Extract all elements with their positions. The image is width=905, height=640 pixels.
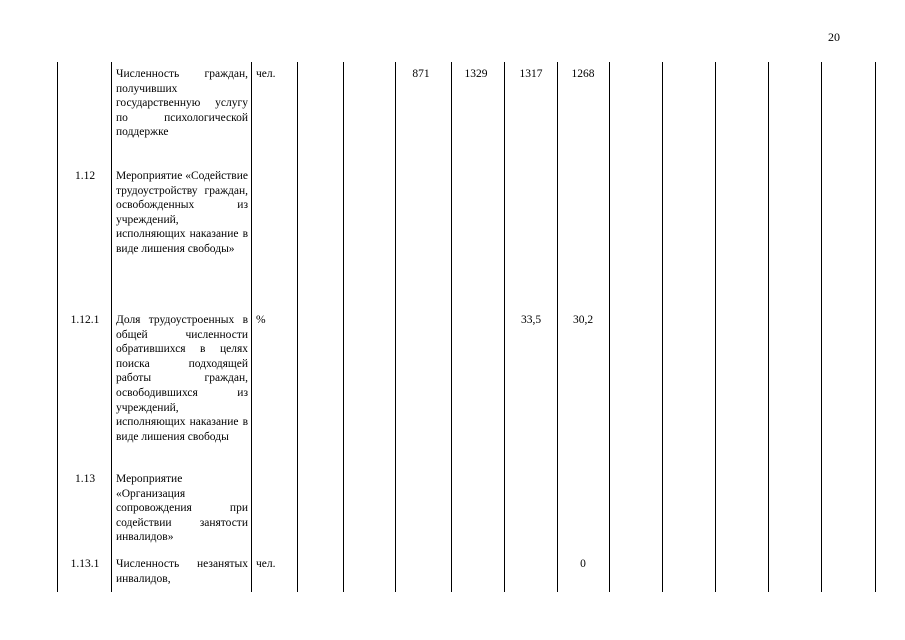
- grid-line: [395, 62, 396, 592]
- grid-line: [251, 62, 252, 592]
- value-cell: 1317: [519, 68, 543, 80]
- value-cell: 871: [412, 68, 430, 80]
- grid-line: [297, 62, 298, 592]
- grid-line: [768, 62, 769, 592]
- unit-of-measure: чел.: [256, 558, 276, 570]
- value-cell: 1329: [464, 68, 488, 80]
- grid-line: [875, 62, 876, 592]
- indicator-name: Численность незанятых инвалидов,: [116, 558, 248, 585]
- grid-line: [821, 62, 822, 592]
- grid-line: [451, 62, 452, 592]
- grid-line: [609, 62, 610, 592]
- indicator-name: Мероприятие «Организация сопровождения при содействии занятости инвалидов»: [116, 473, 248, 544]
- page-number: 20: [828, 30, 840, 44]
- value-cell: 0: [580, 558, 586, 570]
- grid-line: [662, 62, 663, 592]
- grid-line: [343, 62, 344, 592]
- value-cell: 1268: [571, 68, 595, 80]
- row-number: 1.13: [74, 473, 96, 485]
- row-number: 1.13.1: [70, 558, 100, 570]
- grid-line: [57, 62, 58, 592]
- row-number: 1.12: [74, 170, 96, 182]
- indicator-name: Доля трудоустроенных в общей численности обратившихся в целях поиска подходящей работы граждан, освободившихся из учреждений, исполняющих наказание в виде лишения свободы: [116, 314, 248, 443]
- indicator-name: Мероприятие «Содействие трудоустройству граждан, освобожденных из учреждений, исполняющих наказание в виде лишения свободы»: [116, 170, 248, 255]
- row-number: 1.12.1: [70, 314, 100, 326]
- grid-line: [715, 62, 716, 592]
- value-cell: 33,5: [520, 314, 542, 326]
- value-cell: 30,2: [572, 314, 594, 326]
- indicator-name: Численность граждан, получивших государственную услугу по психологической поддержке: [116, 68, 248, 139]
- unit-of-measure: чел.: [256, 68, 276, 80]
- unit-of-measure: %: [256, 314, 266, 326]
- grid-line: [111, 62, 112, 592]
